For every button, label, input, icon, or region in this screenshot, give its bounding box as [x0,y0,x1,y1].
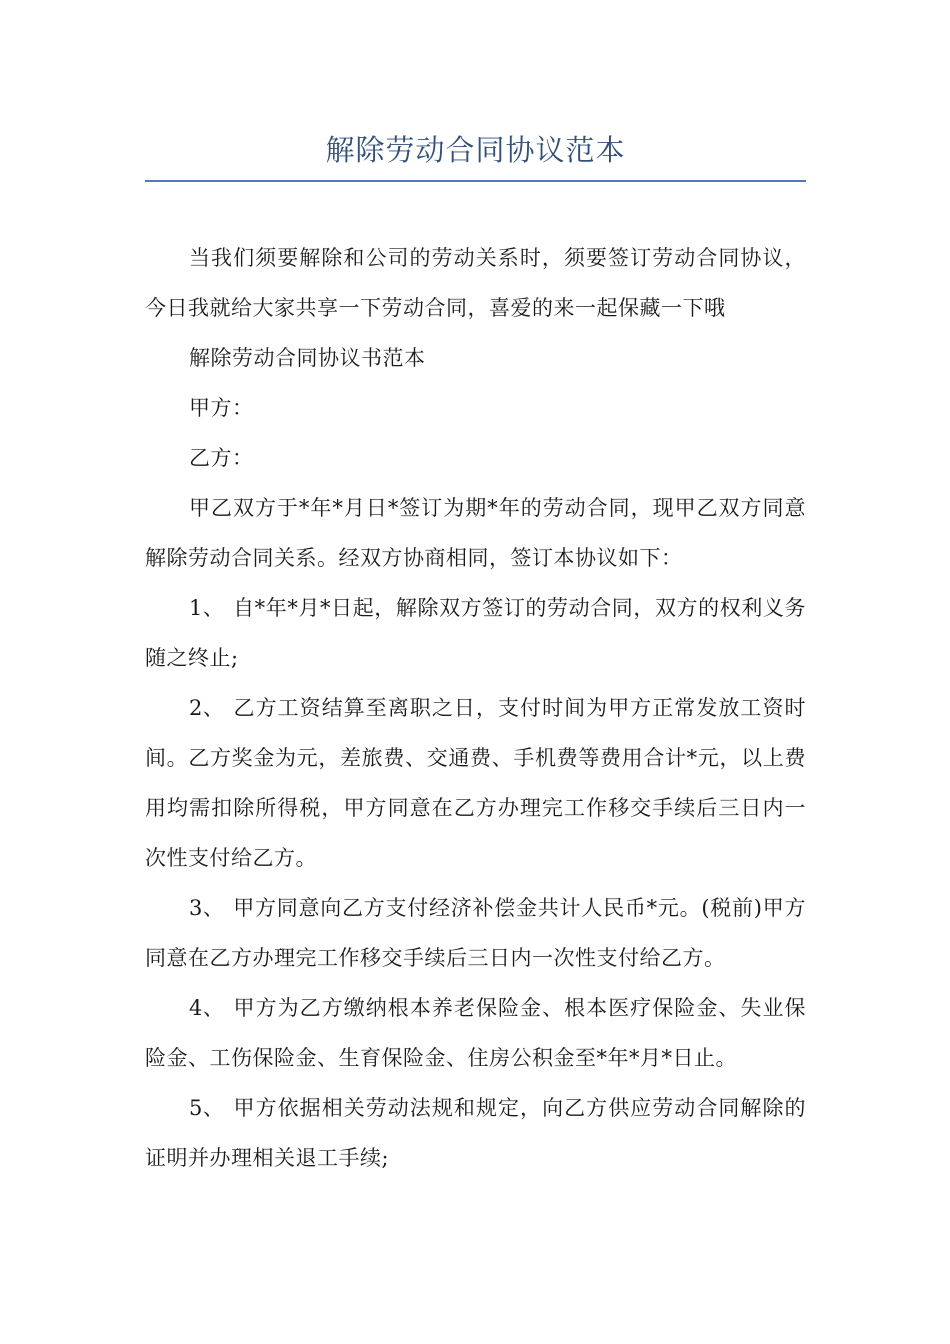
document-title: 解除劳动合同协议范本 [325,133,626,167]
paragraph-text: 甲乙双方于*年*月日*签订为期*年的劳动合同，现甲乙双方同意解除劳动合同关系。经双方协商相同，签订本协议如下： [145,496,806,570]
clause-3 [145,883,806,983]
clause-text: 甲方同意向乙方支付经济补偿金共计人民币*元。(税前)甲方同意在乙方办理完工作移交手续后三日内一次性支付给乙方。 [145,896,806,970]
paragraph-text: 当我们须要解除和公司的劳动关系时，须要签订劳动合同协议，今日我就给大家共享一下劳动合同，喜爱的来一起保藏一下哦 [145,246,806,320]
clause-text: 乙方工资结算至离职之日，支付时间为甲方正常发放工资时间。乙方奖金为元，差旅费、交通费、手机费等费用合计*元，以上费用均需扣除所得税，甲方同意在乙方办理完工作移交手续后三日内一次性支付给乙方。 [145,696,806,870]
paragraph-text: 解除劳动合同协议书范本 [189,346,426,370]
clause-text: 自*年*月*日起，解除双方签订的劳动合同，双方的权利义务随之终止; [145,596,806,670]
title-underline [145,180,806,182]
clause-number: 4、 [189,996,225,1020]
paragraph-subtitle [145,333,806,383]
clause-number: 1、 [189,596,225,620]
clause-text: 甲方依据相关劳动法规和规定，向乙方供应劳动合同解除的证明并办理相关退工手续; [145,1096,806,1170]
clause-2 [145,683,806,883]
paragraph-party-a [145,383,806,433]
paragraph-text: 甲方： [189,396,254,420]
paragraph-text: 乙方： [189,446,254,470]
clause-4 [145,983,806,1083]
paragraph-intro [145,233,806,333]
paragraph-party-b [145,433,806,483]
paragraph-preamble [145,483,806,583]
clause-1 [145,583,806,683]
clause-number: 5、 [189,1096,225,1120]
clause-number: 3、 [189,896,225,920]
document-body [145,233,806,1183]
clause-number: 2、 [189,696,225,720]
clause-5 [145,1083,806,1183]
clause-text: 甲方为乙方缴纳根本养老保险金、根本医疗保险金、失业保险金、工伤保险金、生育保险金、住房公积金至*年*月*日止。 [145,996,806,1070]
